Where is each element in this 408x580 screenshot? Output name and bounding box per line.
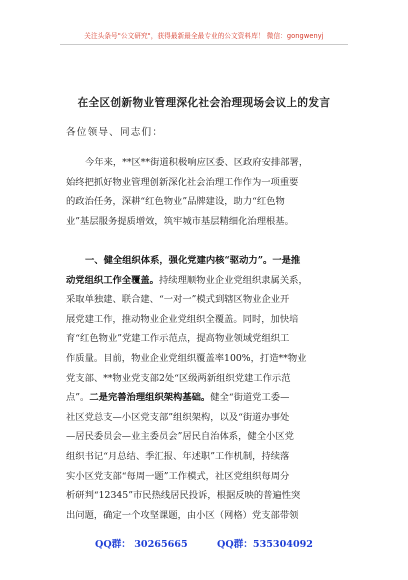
footer-contact (0, 536, 408, 550)
footer-qq-group-2: QQ群：535304092 (217, 539, 313, 550)
salutation: 各位领导、同志们： (66, 127, 164, 138)
body-text: 析研判“12345”市民热线居民投诉，根据反映的普遍性突 (66, 490, 301, 502)
body-line (66, 314, 298, 326)
body-text: 动党组织工作全覆盖。 (66, 274, 159, 286)
body-text: 今年来，**区**街道积极响应区委、区政府安排部署， (85, 157, 309, 168)
body-line (66, 471, 289, 483)
footer-qq-group-1: QQ群： 30265665 (95, 539, 188, 550)
document-title: 在全区创新物业管理深化社会治理现场会议上的发言 (77, 97, 331, 109)
body-text: 育“红色物业”党建工作示范点，提高物业领域党组织工 (66, 333, 290, 345)
body-text: 点”。 (66, 392, 90, 404)
body-line (66, 373, 291, 385)
header-banner: 关注头条号"公文研究"，获得最新最全最专业的公文资料库！ 微信：gongwenyj (84, 32, 324, 40)
body-line (66, 490, 300, 502)
body-line (66, 177, 298, 189)
body-text: 健全“街道党工委— (210, 392, 290, 404)
body-line (85, 255, 300, 267)
body-line (66, 196, 285, 208)
body-text-emphasis: 二是完善治理组织架构基础。 (89, 392, 211, 404)
body-text: —居民委员会—业主委员会”居民自治体系，健全小区党 (66, 431, 294, 443)
body-line (66, 216, 294, 228)
body-text: 持续理顺物业企业党组织隶属关系， (158, 274, 308, 286)
body-line (66, 412, 289, 424)
body-text: 业”基层服务提质增效，筑牢城市基层精细化治理根基。 (66, 215, 294, 227)
body-text: 展党建工作，推动物业企业党组织全覆盖。同时，加快培 (66, 313, 299, 325)
body-line (85, 157, 308, 169)
header-divider (60, 44, 348, 45)
body-line (66, 510, 298, 522)
body-text: 采取单独建、联合建、“一对一”模式到辖区物业企业开 (66, 294, 290, 306)
body-line (66, 275, 308, 287)
body-text: 一、健全组织体系，强化党建内核“驱动力”。一是推 (85, 255, 301, 266)
body-text: 实小区党支部“每周一题”工作模式，社区党组织每周分 (66, 470, 290, 482)
body-text: 出问题，确定一个攻坚课题，由小区（网格）党支部带领 (66, 509, 299, 521)
body-line (66, 353, 306, 365)
body-text: 组织书记“月总结、季汇报、年述职”工作机制，持续落 (66, 451, 290, 462)
body-text: 社区党总支—小区党支部”组织架构，以及“街道办事处 (66, 411, 290, 423)
body-line (66, 431, 294, 443)
body-text: 党支部、**物业党支部2处“区级两新组织党建工作示范 (66, 372, 291, 384)
body-text: 作质量。目前，物业企业党组织覆盖率100%，打造**物业 (66, 353, 307, 364)
body-line (66, 451, 289, 463)
body-line (66, 392, 289, 404)
body-text: 的政治任务，深耕“红色物业”品牌建设，助力“红色物 (66, 196, 285, 208)
body-text: 始终把抓好物业管理创新深化社会治理工作作为一项重要 (66, 176, 299, 188)
body-line (66, 294, 289, 306)
body-line (66, 333, 289, 345)
